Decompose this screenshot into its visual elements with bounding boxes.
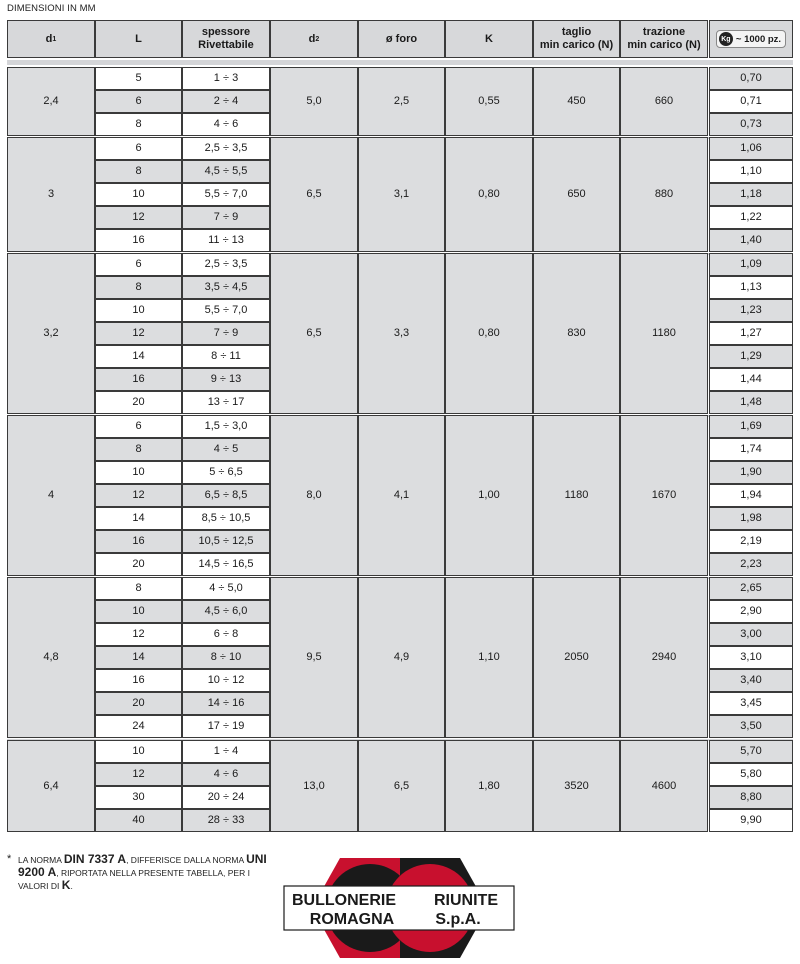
footnote-text (18, 853, 277, 892)
grip-range-cell: 14,5 ÷ 16,5 (182, 553, 270, 576)
group-foro-cell: 3,1 (358, 137, 445, 252)
group-trazione-cell: 660 (620, 67, 708, 136)
grip-range-cell: 9 ÷ 13 (182, 368, 270, 391)
group-K-cell: 1,80 (445, 740, 533, 832)
grip-range-cell: 4 ÷ 6 (182, 113, 270, 136)
weight-cell: 8,80 (709, 786, 793, 809)
group-d2-cell: 9,5 (270, 577, 358, 738)
length-cell: 12 (95, 484, 182, 507)
grip-range-cell: 20 ÷ 24 (182, 786, 270, 809)
length-cell: 8 (95, 276, 182, 299)
length-cell: 10 (95, 183, 182, 206)
weight-badge (716, 30, 786, 48)
kg-weight-icon: Kg (719, 32, 733, 46)
header-foro: ø foro (358, 20, 445, 58)
grip-range-cell: 28 ÷ 33 (182, 809, 270, 832)
logo-word-riunite: RIUNITE (434, 892, 498, 909)
group-K-cell: 0,80 (445, 137, 533, 252)
weight-cell: 1,94 (709, 484, 793, 507)
group-d1-cell: 2,4 (7, 67, 95, 136)
weight-cell: 2,19 (709, 530, 793, 553)
length-cell: 24 (95, 715, 182, 738)
group-d1-cell: 3 (7, 137, 95, 252)
length-cell: 14 (95, 507, 182, 530)
length-cell: 20 (95, 692, 182, 715)
group-d1-cell: 6,4 (7, 740, 95, 832)
length-cell: 16 (95, 368, 182, 391)
grip-range-cell: 7 ÷ 9 (182, 206, 270, 229)
grip-range-cell: 2 ÷ 4 (182, 90, 270, 113)
weight-cell: 1,22 (709, 206, 793, 229)
header-d1-subscript: 1 (52, 35, 57, 43)
length-cell: 12 (95, 623, 182, 646)
weight-cell: 1,29 (709, 345, 793, 368)
grip-range-cell: 4 ÷ 5,0 (182, 577, 270, 600)
group-separator (7, 60, 793, 65)
grip-range-cell: 4,5 ÷ 5,5 (182, 160, 270, 183)
weight-cell: 0,70 (709, 67, 793, 90)
group-taglio-cell: 450 (533, 67, 620, 136)
group-K-cell: 0,80 (445, 253, 533, 414)
weight-cell: 1,10 (709, 160, 793, 183)
group-d2-cell: 6,5 (270, 253, 358, 414)
weight-cell: 2,23 (709, 553, 793, 576)
grip-range-cell: 5 ÷ 6,5 (182, 461, 270, 484)
header-spessore-line-1: spessore (201, 26, 251, 38)
weight-cell: 1,48 (709, 391, 793, 414)
group-K-cell: 1,10 (445, 577, 533, 738)
weight-cell: 1,44 (709, 368, 793, 391)
header-L: L (95, 20, 182, 58)
length-cell: 12 (95, 763, 182, 786)
length-cell: 16 (95, 229, 182, 252)
grip-range-cell: 4 ÷ 5 (182, 438, 270, 461)
group-foro-cell: 6,5 (358, 740, 445, 832)
header-trazione (620, 20, 708, 58)
header-trazione-line-1: trazione (642, 26, 686, 38)
footnote-norm-din: DIN 7337 A (63, 852, 127, 866)
footnote-star: * (7, 853, 12, 865)
logo-word-spa: S.p.A. (435, 911, 481, 928)
grip-range-cell: 6 ÷ 8 (182, 623, 270, 646)
grip-range-cell: 4 ÷ 6 (182, 763, 270, 786)
group-taglio-cell: 1180 (533, 415, 620, 576)
group-d1-cell: 4 (7, 415, 95, 576)
footnote-text-4: . (70, 881, 73, 891)
grip-range-cell: 14 ÷ 16 (182, 692, 270, 715)
weight-cell: 1,09 (709, 253, 793, 276)
grip-range-cell: 1 ÷ 3 (182, 67, 270, 90)
group-taglio-cell: 830 (533, 253, 620, 414)
group-taglio-cell: 3520 (533, 740, 620, 832)
group-d1-cell: 3,2 (7, 253, 95, 414)
header-trazione-line-2: min carico (N) (627, 39, 701, 51)
length-cell: 20 (95, 391, 182, 414)
length-cell: 8 (95, 438, 182, 461)
weight-cell: 3,40 (709, 669, 793, 692)
weight-cell: 3,45 (709, 692, 793, 715)
weight-cell: 1,06 (709, 137, 793, 160)
weight-cell: 3,10 (709, 646, 793, 669)
header-d1-symbol: d (45, 32, 53, 45)
length-cell: 6 (95, 90, 182, 113)
length-cell: 6 (95, 137, 182, 160)
length-cell: 10 (95, 299, 182, 322)
length-cell: 10 (95, 461, 182, 484)
grip-range-cell: 10,5 ÷ 12,5 (182, 530, 270, 553)
grip-range-cell: 4,5 ÷ 6,0 (182, 600, 270, 623)
footnote-norm-uni: UNI 9200 A (18, 852, 267, 879)
length-cell: 12 (95, 206, 182, 229)
weight-cell: 1,27 (709, 322, 793, 345)
grip-range-cell: 1 ÷ 4 (182, 740, 270, 763)
group-taglio-cell: 650 (533, 137, 620, 252)
header-spessore (182, 20, 270, 58)
grip-range-cell: 3,5 ÷ 4,5 (182, 276, 270, 299)
grip-range-cell: 10 ÷ 12 (182, 669, 270, 692)
length-cell: 10 (95, 600, 182, 623)
grip-range-cell: 1,5 ÷ 3,0 (182, 415, 270, 438)
group-d2-cell: 8,0 (270, 415, 358, 576)
logo-word-romagna: ROMAGNA (309, 911, 395, 928)
group-trazione-cell: 1670 (620, 415, 708, 576)
length-cell: 20 (95, 553, 182, 576)
length-cell: 16 (95, 530, 182, 553)
group-K-cell: 0,55 (445, 67, 533, 136)
header-weight (709, 20, 793, 58)
header-taglio-line-2: min carico (N) (539, 39, 614, 51)
header-d2 (270, 20, 358, 58)
grip-range-cell: 5,5 ÷ 7,0 (182, 183, 270, 206)
weight-cell: 1,69 (709, 415, 793, 438)
weight-cell: 1,18 (709, 183, 793, 206)
grip-range-cell: 17 ÷ 19 (182, 715, 270, 738)
weight-cell: 5,80 (709, 763, 793, 786)
grip-range-cell: 5,5 ÷ 7,0 (182, 299, 270, 322)
length-cell: 6 (95, 253, 182, 276)
grip-range-cell: 6,5 ÷ 8,5 (182, 484, 270, 507)
length-cell: 8 (95, 577, 182, 600)
grip-range-cell: 8 ÷ 11 (182, 345, 270, 368)
footnote-text-3: , RIPORTATA NELLA PRESENTE TABELLA, PER I VALORI DI (18, 868, 250, 891)
length-cell: 14 (95, 646, 182, 669)
length-cell: 8 (95, 113, 182, 136)
weight-cell: 9,90 (709, 809, 793, 832)
grip-range-cell: 13 ÷ 17 (182, 391, 270, 414)
length-cell: 30 (95, 786, 182, 809)
weight-cell: 1,40 (709, 229, 793, 252)
grip-range-cell: 11 ÷ 13 (182, 229, 270, 252)
length-cell: 5 (95, 67, 182, 90)
group-trazione-cell: 2940 (620, 577, 708, 738)
header-d1 (7, 20, 95, 58)
group-trazione-cell: 1180 (620, 253, 708, 414)
header-d2-subscript: 2 (315, 35, 320, 43)
weight-cell: 2,90 (709, 600, 793, 623)
group-trazione-cell: 4600 (620, 740, 708, 832)
group-taglio-cell: 2050 (533, 577, 620, 738)
header-taglio (533, 20, 620, 58)
grip-range-cell: 7 ÷ 9 (182, 322, 270, 345)
length-cell: 12 (95, 322, 182, 345)
weight-cell: 1,98 (709, 507, 793, 530)
length-cell: 6 (95, 415, 182, 438)
length-cell: 10 (95, 740, 182, 763)
grip-range-cell: 8 ÷ 10 (182, 646, 270, 669)
weight-cell: 1,74 (709, 438, 793, 461)
header-d2-symbol: d (308, 32, 316, 45)
footnote-text-1: LA NORMA (18, 855, 64, 865)
weight-cell: 0,71 (709, 90, 793, 113)
logo-word-bullonerie: BULLONERIE (292, 892, 396, 909)
table-caption: DIMENSIONI IN MM (7, 3, 96, 14)
footnote-k: K (61, 878, 71, 892)
length-cell: 8 (95, 160, 182, 183)
footnote-text-2: , DIFFERISCE DALLA NORMA (126, 855, 247, 865)
footnote (7, 853, 277, 892)
length-cell: 14 (95, 345, 182, 368)
grip-range-cell: 2,5 ÷ 3,5 (182, 253, 270, 276)
weight-cell: 3,50 (709, 715, 793, 738)
group-foro-cell: 3,3 (358, 253, 445, 414)
length-cell: 40 (95, 809, 182, 832)
weight-cell: 1,23 (709, 299, 793, 322)
weight-cell: 1,90 (709, 461, 793, 484)
group-foro-cell: 2,5 (358, 67, 445, 136)
group-d1-cell: 4,8 (7, 577, 95, 738)
group-K-cell: 1,00 (445, 415, 533, 576)
grip-range-cell: 2,5 ÷ 3,5 (182, 137, 270, 160)
header-taglio-line-1: taglio (561, 26, 592, 38)
group-foro-cell: 4,9 (358, 577, 445, 738)
group-d2-cell: 13,0 (270, 740, 358, 832)
weight-cell: 2,65 (709, 577, 793, 600)
company-logo (282, 852, 516, 964)
group-d2-cell: 6,5 (270, 137, 358, 252)
weight-cell: 1,13 (709, 276, 793, 299)
grip-range-cell: 8,5 ÷ 10,5 (182, 507, 270, 530)
weight-label: ~ 1000 pz. (735, 33, 782, 45)
header-spessore-line-2: Rivettabile (198, 39, 254, 51)
length-cell: 16 (95, 669, 182, 692)
weight-cell: 5,70 (709, 740, 793, 763)
group-d2-cell: 5,0 (270, 67, 358, 136)
group-trazione-cell: 880 (620, 137, 708, 252)
header-K: K (445, 20, 533, 58)
weight-cell: 0,73 (709, 113, 793, 136)
weight-cell: 3,00 (709, 623, 793, 646)
group-foro-cell: 4,1 (358, 415, 445, 576)
